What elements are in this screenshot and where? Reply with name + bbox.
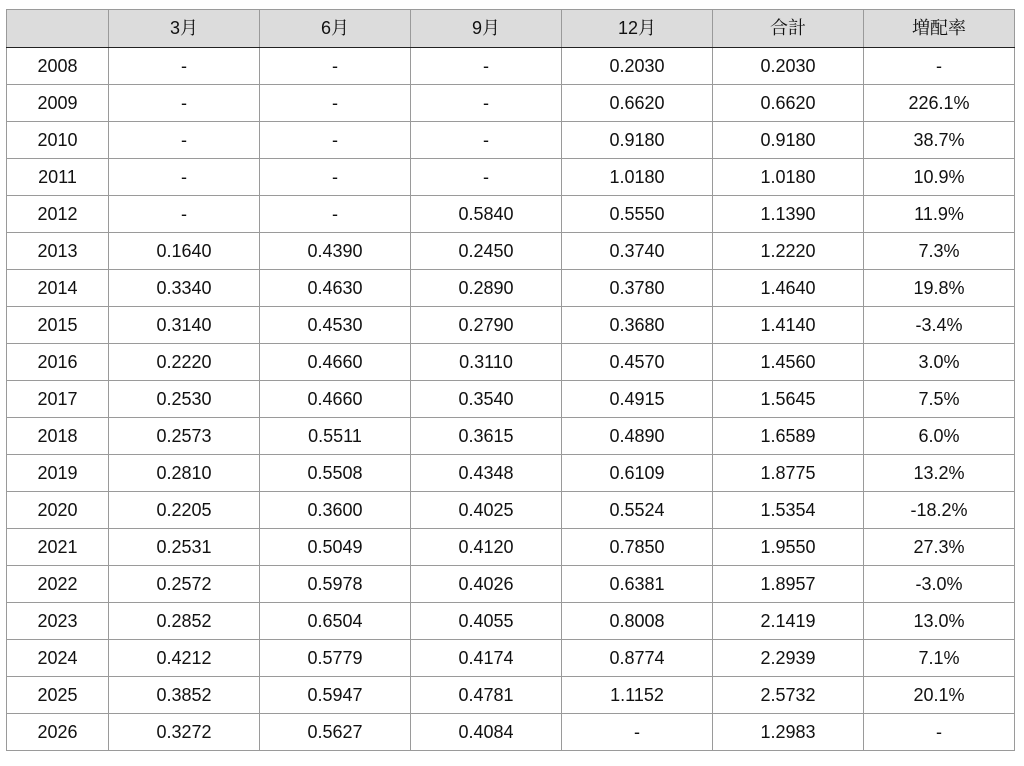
cell-june: - (260, 48, 411, 85)
cell-total: 1.4140 (713, 307, 864, 344)
cell-year: 2009 (7, 85, 109, 122)
cell-june: 0.5049 (260, 529, 411, 566)
cell-september: 0.4026 (411, 566, 562, 603)
cell-september: 0.3110 (411, 344, 562, 381)
table-row (7, 270, 1015, 307)
cell-year: 2015 (7, 307, 109, 344)
cell-september: 0.4055 (411, 603, 562, 640)
header-row (7, 10, 1015, 48)
table-row (7, 122, 1015, 159)
header-cell-june: 6月 (260, 10, 411, 48)
cell-december: 0.5524 (562, 492, 713, 529)
cell-december: 0.5550 (562, 196, 713, 233)
cell-total: 1.4640 (713, 270, 864, 307)
table-row (7, 455, 1015, 492)
cell-growth-rate: 11.9% (864, 196, 1015, 233)
cell-total: 1.5354 (713, 492, 864, 529)
cell-june: - (260, 196, 411, 233)
cell-september: 0.2450 (411, 233, 562, 270)
cell-december: 1.0180 (562, 159, 713, 196)
cell-total: 0.6620 (713, 85, 864, 122)
cell-december: 0.6620 (562, 85, 713, 122)
cell-september: - (411, 159, 562, 196)
cell-total: 1.8957 (713, 566, 864, 603)
cell-total: 1.9550 (713, 529, 864, 566)
cell-total: 1.6589 (713, 418, 864, 455)
header-cell-december: 12月 (562, 10, 713, 48)
header-cell-year (7, 10, 109, 48)
cell-growth-rate: 10.9% (864, 159, 1015, 196)
cell-growth-rate: -18.2% (864, 492, 1015, 529)
cell-december: 0.6109 (562, 455, 713, 492)
table-header (7, 10, 1015, 48)
cell-june: 0.4630 (260, 270, 411, 307)
header-cell-total: 合計 (713, 10, 864, 48)
cell-june: 0.5511 (260, 418, 411, 455)
cell-june: 0.4660 (260, 381, 411, 418)
cell-growth-rate: 7.1% (864, 640, 1015, 677)
cell-total: 1.2983 (713, 714, 864, 751)
table-row (7, 196, 1015, 233)
table-row (7, 714, 1015, 751)
cell-december: 0.7850 (562, 529, 713, 566)
cell-total: 2.2939 (713, 640, 864, 677)
cell-december: 0.9180 (562, 122, 713, 159)
table-row (7, 529, 1015, 566)
cell-june: 0.4660 (260, 344, 411, 381)
dividend-table-container (6, 9, 1014, 751)
cell-march: 0.3140 (109, 307, 260, 344)
cell-june: 0.4530 (260, 307, 411, 344)
cell-growth-rate: 19.8% (864, 270, 1015, 307)
cell-growth-rate: -3.0% (864, 566, 1015, 603)
cell-growth-rate: 13.2% (864, 455, 1015, 492)
cell-june: 0.5779 (260, 640, 411, 677)
cell-june: 0.3600 (260, 492, 411, 529)
header-cell-growth-rate: 増配率 (864, 10, 1015, 48)
cell-december: 0.4570 (562, 344, 713, 381)
cell-growth-rate: 7.5% (864, 381, 1015, 418)
header-cell-september: 9月 (411, 10, 562, 48)
cell-september: 0.5840 (411, 196, 562, 233)
cell-december: 0.8774 (562, 640, 713, 677)
cell-march: 0.3852 (109, 677, 260, 714)
cell-december: 0.8008 (562, 603, 713, 640)
cell-december: 0.3680 (562, 307, 713, 344)
cell-march: - (109, 122, 260, 159)
cell-december: 0.4915 (562, 381, 713, 418)
cell-september: 0.2790 (411, 307, 562, 344)
cell-june: 0.5508 (260, 455, 411, 492)
table-row (7, 566, 1015, 603)
cell-september: 0.4025 (411, 492, 562, 529)
table-row (7, 344, 1015, 381)
cell-year: 2018 (7, 418, 109, 455)
table-row (7, 307, 1015, 344)
cell-june: 0.4390 (260, 233, 411, 270)
cell-march: 0.2852 (109, 603, 260, 640)
cell-year: 2008 (7, 48, 109, 85)
cell-march: 0.2573 (109, 418, 260, 455)
header-cell-march: 3月 (109, 10, 260, 48)
cell-growth-rate: -3.4% (864, 307, 1015, 344)
cell-june: - (260, 85, 411, 122)
cell-september: - (411, 85, 562, 122)
cell-march: 0.4212 (109, 640, 260, 677)
cell-june: 0.5978 (260, 566, 411, 603)
cell-september: - (411, 48, 562, 85)
cell-year: 2026 (7, 714, 109, 751)
cell-december: 0.3780 (562, 270, 713, 307)
cell-march: - (109, 85, 260, 122)
cell-growth-rate: 7.3% (864, 233, 1015, 270)
cell-march: 0.2205 (109, 492, 260, 529)
cell-march: 0.2810 (109, 455, 260, 492)
cell-growth-rate: - (864, 714, 1015, 751)
cell-growth-rate: - (864, 48, 1015, 85)
cell-year: 2017 (7, 381, 109, 418)
cell-december: - (562, 714, 713, 751)
cell-year: 2025 (7, 677, 109, 714)
cell-march: - (109, 196, 260, 233)
cell-year: 2021 (7, 529, 109, 566)
cell-year: 2023 (7, 603, 109, 640)
cell-september: 0.4348 (411, 455, 562, 492)
cell-march: - (109, 48, 260, 85)
cell-september: - (411, 122, 562, 159)
cell-year: 2011 (7, 159, 109, 196)
cell-march: 0.1640 (109, 233, 260, 270)
cell-total: 1.0180 (713, 159, 864, 196)
table-row (7, 381, 1015, 418)
cell-year: 2022 (7, 566, 109, 603)
table-row (7, 603, 1015, 640)
table-body (7, 48, 1015, 751)
cell-march: 0.3340 (109, 270, 260, 307)
cell-year: 2020 (7, 492, 109, 529)
cell-march: - (109, 159, 260, 196)
cell-june: - (260, 122, 411, 159)
cell-year: 2012 (7, 196, 109, 233)
cell-growth-rate: 20.1% (864, 677, 1015, 714)
cell-march: 0.2531 (109, 529, 260, 566)
cell-december: 0.4890 (562, 418, 713, 455)
cell-total: 0.2030 (713, 48, 864, 85)
cell-growth-rate: 226.1% (864, 85, 1015, 122)
cell-march: 0.2530 (109, 381, 260, 418)
table-row (7, 233, 1015, 270)
cell-total: 0.9180 (713, 122, 864, 159)
cell-total: 1.5645 (713, 381, 864, 418)
cell-september: 0.4084 (411, 714, 562, 751)
cell-year: 2024 (7, 640, 109, 677)
table-row (7, 48, 1015, 85)
cell-december: 0.3740 (562, 233, 713, 270)
cell-december: 0.2030 (562, 48, 713, 85)
cell-september: 0.2890 (411, 270, 562, 307)
cell-september: 0.3615 (411, 418, 562, 455)
table-row (7, 418, 1015, 455)
dividend-table (6, 9, 1015, 751)
cell-growth-rate: 13.0% (864, 603, 1015, 640)
table-row (7, 159, 1015, 196)
cell-total: 1.2220 (713, 233, 864, 270)
cell-growth-rate: 38.7% (864, 122, 1015, 159)
cell-december: 0.6381 (562, 566, 713, 603)
cell-june: 0.5627 (260, 714, 411, 751)
table-row (7, 640, 1015, 677)
cell-growth-rate: 6.0% (864, 418, 1015, 455)
cell-total: 2.5732 (713, 677, 864, 714)
cell-total: 1.1390 (713, 196, 864, 233)
cell-year: 2014 (7, 270, 109, 307)
table-row (7, 677, 1015, 714)
cell-september: 0.4781 (411, 677, 562, 714)
cell-total: 1.8775 (713, 455, 864, 492)
cell-total: 1.4560 (713, 344, 864, 381)
cell-march: 0.2572 (109, 566, 260, 603)
table-row (7, 492, 1015, 529)
table-row (7, 85, 1015, 122)
cell-june: 0.5947 (260, 677, 411, 714)
cell-september: 0.4174 (411, 640, 562, 677)
cell-year: 2016 (7, 344, 109, 381)
cell-total: 2.1419 (713, 603, 864, 640)
cell-march: 0.2220 (109, 344, 260, 381)
cell-march: 0.3272 (109, 714, 260, 751)
cell-june: - (260, 159, 411, 196)
cell-year: 2013 (7, 233, 109, 270)
cell-growth-rate: 3.0% (864, 344, 1015, 381)
cell-september: 0.4120 (411, 529, 562, 566)
cell-june: 0.6504 (260, 603, 411, 640)
cell-year: 2019 (7, 455, 109, 492)
cell-growth-rate: 27.3% (864, 529, 1015, 566)
cell-september: 0.3540 (411, 381, 562, 418)
cell-december: 1.1152 (562, 677, 713, 714)
cell-year: 2010 (7, 122, 109, 159)
